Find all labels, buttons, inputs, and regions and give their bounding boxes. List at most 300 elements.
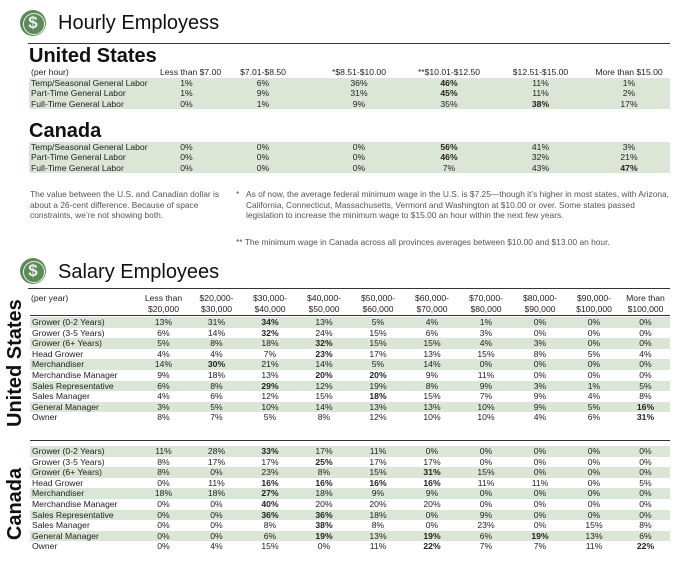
table-cell: 0% [160, 152, 213, 162]
row-label: Owner [32, 412, 58, 423]
table-cell: 9% [533, 391, 547, 402]
salary-column-header-line: $30,000- [253, 293, 287, 303]
salary-column-header-line: $40,000- [307, 293, 341, 303]
table-cell: 0% [567, 359, 621, 370]
table-cell: 0% [587, 327, 601, 338]
table-cell: 17% [207, 456, 226, 467]
salary-column-header-line: $100,000 [627, 303, 664, 314]
table-cell: 16% [315, 477, 333, 488]
table-cell: 14% [137, 359, 190, 370]
hourly-column-header: **$10.01-$12.50 [417, 67, 481, 77]
table-cell: 0% [513, 359, 567, 370]
salary-column-header-line: $90,000- [577, 293, 611, 303]
table-cell: 3% [588, 142, 670, 152]
salary-column-header-line: $60,000 [362, 303, 394, 314]
hourly-column-header: More than $15.00 [595, 67, 663, 77]
table-cell: 18% [297, 488, 351, 499]
table-cell: 31% [636, 412, 655, 423]
hourly-column-header: $12.51-$15.00 [512, 67, 569, 77]
table-cell: 0% [425, 520, 439, 531]
dollar-symbol: $ [28, 13, 38, 32]
table-cell: 11% [351, 446, 405, 457]
row-label: Sales Representative [30, 381, 137, 392]
row-label: Merchandiser [30, 359, 137, 370]
table-cell: 0% [459, 488, 513, 499]
table-cell: 31% [313, 88, 405, 98]
table-cell: 18% [207, 369, 226, 380]
table-cell: 8% [371, 520, 385, 531]
table-cell: 19% [297, 531, 351, 542]
table-cell: 36% [297, 510, 351, 521]
table-cell: 0% [157, 541, 170, 552]
salary-column-header-line: $20,000 [147, 303, 180, 314]
salary-column-header-line: $30,000 [200, 303, 233, 314]
salary-column-header-line: Less than [144, 293, 183, 303]
table-cell: 16% [261, 477, 279, 488]
table-cell: 40% [261, 498, 279, 509]
table-cell: 1% [567, 381, 621, 392]
table-cell: 8% [297, 467, 351, 478]
row-label: Grower (3-5 Years) [32, 456, 105, 467]
table-cell: 25% [315, 456, 333, 467]
table-cell: 0% [587, 498, 601, 509]
table-row [29, 152, 670, 162]
table-cell: 11% [208, 477, 225, 488]
table-cell: 0% [639, 327, 652, 338]
table-cell: 19% [513, 531, 567, 542]
table-cell: 0% [533, 327, 547, 338]
table-cell: 19% [351, 381, 405, 392]
table-cell: 3% [513, 338, 567, 349]
table-cell: 6% [425, 327, 439, 338]
table-cell: 22% [636, 541, 655, 552]
table-cell: 11% [477, 477, 495, 488]
table-row [30, 412, 670, 423]
salary-us-table [30, 317, 670, 423]
table-cell: 11% [369, 541, 387, 552]
hourly-section-title: Hourly Employess [58, 12, 220, 34]
table-cell: 27% [243, 488, 297, 499]
table-cell: 22% [423, 541, 441, 552]
salary-column-header-line: $80,000- [523, 293, 557, 303]
row-label: Merchandiser [30, 488, 137, 499]
salary-column-header [513, 293, 567, 314]
table-cell: 0% [567, 446, 621, 457]
table-cell: 10% [477, 412, 495, 423]
table-cell: 0% [621, 488, 670, 499]
table-cell: 13% [137, 317, 190, 328]
row-label: Part-Time General Labor [29, 88, 160, 98]
table-cell: 10% [423, 412, 441, 423]
table-cell: 17% [261, 456, 279, 467]
table-cell: 1% [588, 78, 670, 88]
table-row [30, 349, 670, 360]
table-row [30, 467, 670, 478]
table-cell: 34% [243, 317, 297, 328]
currency-note: The value between the U.S. and Canadian dollar is about a 26-cent difference. Because of space constraints, we’re not showing both. [30, 189, 220, 221]
table-cell: 19% [405, 531, 459, 542]
salary-section-title: Salary Employees [58, 261, 220, 283]
salary-column-header-line: More than [626, 293, 665, 303]
table-row [30, 457, 670, 468]
table-cell: 16% [423, 477, 441, 488]
table-cell: 12% [261, 391, 279, 402]
table-row [30, 499, 670, 510]
table-cell: 0% [639, 498, 652, 509]
table-cell: 17% [297, 446, 351, 457]
table-cell: 23% [243, 467, 297, 478]
table-cell: 1% [213, 99, 313, 109]
table-cell: 13% [297, 317, 351, 328]
table-cell: 0% [317, 541, 331, 552]
salary-column-header-line: $100,000 [576, 303, 612, 314]
table-row [30, 510, 670, 521]
table-cell: 0% [479, 456, 493, 467]
table-row [29, 142, 670, 152]
table-cell: 15% [351, 467, 405, 478]
row-label: Head Grower [32, 348, 84, 359]
table-cell: 0% [313, 163, 405, 173]
table-cell: 18% [351, 510, 405, 521]
salary-column-header [459, 293, 513, 314]
salary-column-header-line: $70,000- [469, 293, 503, 303]
salary-column-header [567, 293, 621, 314]
table-cell: 6% [459, 531, 513, 542]
salary-column-header-line: $80,000 [470, 303, 502, 314]
table-cell: 0% [621, 510, 670, 521]
row-label: Full-Time General Labor [29, 163, 160, 173]
table-cell: 7% [263, 348, 277, 359]
table-cell: 5% [621, 381, 670, 392]
table-cell: 0% [157, 477, 170, 488]
table-cell: 0% [639, 456, 652, 467]
table-cell: 0% [621, 467, 670, 478]
hourly-us-table [29, 67, 670, 109]
row-label: Grower (3-5 Years) [32, 327, 105, 338]
row-label: Full-Time General Labor [29, 99, 160, 109]
table-cell: 12% [369, 412, 387, 423]
table-cell: 0% [213, 142, 313, 152]
table-row [30, 391, 670, 402]
table-cell: 15% [477, 348, 495, 359]
table-cell: 6% [621, 531, 670, 542]
table-cell: 29% [243, 381, 297, 392]
table-cell: 14% [405, 359, 459, 370]
table-cell: 10% [459, 402, 513, 413]
table-cell: 9% [513, 402, 567, 413]
table-cell: 11% [137, 446, 190, 457]
table-cell: 45% [405, 88, 493, 98]
table-cell: 0% [513, 446, 567, 457]
table-cell: 5% [587, 348, 601, 359]
hourly-column-header: Less than $7.00 [160, 67, 222, 77]
row-label: Sales Manager [32, 520, 90, 531]
table-cell: 0% [621, 446, 670, 457]
table-cell: 11% [531, 477, 549, 488]
table-cell: 28% [190, 446, 243, 457]
footnote-marker: ** [236, 237, 243, 247]
table-cell: 3% [513, 381, 567, 392]
table-cell: 4% [639, 348, 652, 359]
table-cell: 0% [137, 531, 190, 542]
table-cell: 6% [243, 531, 297, 542]
table-cell: 10% [243, 402, 297, 413]
table-cell: 0% [160, 163, 213, 173]
table-cell: 0% [213, 152, 313, 162]
table-cell: 7% [479, 541, 493, 552]
row-label: Merchandise Manager [32, 498, 118, 509]
table-cell: 0% [513, 467, 567, 478]
table-cell: 15% [585, 520, 603, 531]
salary-title-rule [28, 288, 670, 289]
table-cell: 4% [157, 348, 170, 359]
salary-column-header [351, 293, 405, 314]
salary-column-header-line: $70,000 [416, 303, 448, 314]
salary-column-header-line: $40,000 [254, 303, 286, 314]
table-cell: 18% [243, 338, 297, 349]
table-row [30, 446, 670, 457]
table-cell: 0% [210, 498, 223, 509]
hourly-title-rule [28, 43, 670, 44]
table-cell: 0% [137, 510, 190, 521]
table-cell: 0% [213, 163, 313, 173]
table-cell: 0% [157, 520, 170, 531]
table-cell: 13% [567, 531, 621, 542]
table-cell: 47% [588, 163, 670, 173]
salary-canada-heading: Canada [4, 467, 26, 541]
table-cell: 0% [533, 498, 547, 509]
table-cell: 15% [405, 338, 459, 349]
table-cell: 0% [479, 498, 493, 509]
salary-column-header-line: $90,000 [524, 303, 556, 314]
table-cell: 0% [621, 359, 670, 370]
row-label: Merchandise Manager [32, 369, 118, 380]
table-cell: 11% [477, 369, 495, 380]
table-row [30, 402, 670, 413]
hourly-column-header: $7.01-$8.50 [240, 67, 286, 77]
canada-minimum-wage-footnote-text: The minimum wage in Canada across all provinces averages between $10.00 and $13.00 an hour. [244, 237, 610, 247]
table-cell: 5% [351, 359, 405, 370]
table-row [29, 88, 670, 98]
row-label: Sales Manager [32, 391, 90, 402]
table-cell: 0% [621, 317, 670, 328]
table-cell: 4% [533, 412, 547, 423]
table-cell: 6% [137, 381, 190, 392]
table-cell: 0% [587, 477, 601, 488]
hourly-column-header: *$8.51-$10.00 [332, 67, 386, 77]
table-cell: 5% [263, 412, 277, 423]
table-cell: 13% [351, 531, 405, 542]
table-cell: 9% [313, 99, 405, 109]
table-row [30, 488, 670, 499]
dollar-coin-icon [20, 10, 46, 36]
table-cell: 36% [243, 510, 297, 521]
table-cell: 18% [137, 488, 190, 499]
table-cell: 31% [405, 467, 459, 478]
row-label: Temp/Seasonal General Labor [29, 142, 160, 152]
table-cell: 33% [243, 446, 297, 457]
table-cell: 20% [369, 498, 387, 509]
table-cell: 0% [160, 142, 213, 152]
table-cell: 15% [351, 338, 405, 349]
table-cell: 7% [405, 163, 493, 173]
hourly-us-heading: United States [29, 45, 157, 67]
table-cell: 13% [261, 369, 279, 380]
table-cell: 9% [459, 381, 513, 392]
table-cell: 7% [533, 541, 547, 552]
row-label: General Manager [30, 402, 137, 413]
table-row [30, 541, 670, 552]
table-cell: 5% [137, 338, 190, 349]
table-cell: 15% [315, 391, 333, 402]
table-cell: 9% [157, 369, 170, 380]
table-cell: 15% [423, 391, 441, 402]
dollar-coin-icon [20, 258, 46, 284]
hourly-canada-heading: Canada [29, 120, 102, 142]
table-cell: 8% [533, 348, 547, 359]
table-cell: 14% [207, 327, 226, 338]
table-cell: 14% [297, 402, 351, 413]
row-label: Sales Representative [30, 510, 137, 521]
table-cell: 0% [513, 488, 567, 499]
table-cell: 4% [405, 317, 459, 328]
table-cell: 7% [210, 412, 223, 423]
table-cell: 0% [621, 338, 670, 349]
table-cell: 17% [588, 99, 670, 109]
table-cell: 31% [190, 317, 243, 328]
table-cell: 0% [405, 510, 459, 521]
row-label: Grower (6+ Years) [30, 338, 137, 349]
table-cell: 12% [297, 381, 351, 392]
salary-column-header-line: $60,000- [415, 293, 449, 303]
table-cell: 0% [567, 510, 621, 521]
table-cell: 0% [405, 446, 459, 457]
table-cell: 8% [157, 412, 170, 423]
salary-canada-table [30, 446, 670, 552]
table-cell: 32% [297, 338, 351, 349]
table-cell: 0% [157, 498, 170, 509]
table-cell: 0% [190, 510, 243, 521]
salary-us-heading: United States [4, 299, 26, 427]
hourly-unit-label: (per hour) [31, 67, 69, 77]
table-cell: 11% [493, 78, 588, 88]
table-cell: 6% [587, 412, 601, 423]
us-minimum-wage-footnote [236, 189, 674, 221]
table-cell: 9% [425, 369, 439, 380]
table-cell: 15% [459, 467, 513, 478]
table-cell: 5% [567, 402, 621, 413]
table-cell: 7% [479, 391, 493, 402]
canada-minimum-wage-footnote [236, 237, 674, 248]
table-cell: 0% [639, 369, 652, 380]
table-cell: 0% [459, 359, 513, 370]
table-row [30, 520, 670, 531]
table-cell: 38% [315, 520, 333, 531]
table-cell: 1% [160, 88, 213, 98]
table-cell: 1% [160, 78, 213, 88]
us-minimum-wage-footnote-text: As of now, the average federal minimum wage in the U.S. is $7.25—though it’s higher in most states, with Arizona, California, Connecticut, Massachusetts, Vermont and Washington at $10.00 or over. Some states passed legislation to increase the minimum wage to $15.00 an hour within the next few years. [246, 189, 670, 221]
table-cell: 0% [567, 467, 621, 478]
table-cell: 4% [157, 391, 170, 402]
salary-column-header-line: $50,000 [308, 303, 340, 314]
table-cell: 43% [493, 163, 588, 173]
table-cell: 8% [157, 456, 170, 467]
salary-column-header [243, 293, 297, 314]
table-cell: 11% [493, 88, 588, 98]
table-cell: 3% [137, 402, 190, 413]
salary-column-header-line: $20,000- [199, 293, 234, 303]
salary-column-header [621, 293, 670, 314]
table-cell: 8% [317, 412, 331, 423]
table-row [30, 381, 670, 392]
table-row [30, 478, 670, 489]
salary-header-rule [30, 315, 670, 316]
table-cell: 8% [137, 467, 190, 478]
table-cell: 6% [157, 327, 170, 338]
table-cell: 0% [459, 446, 513, 457]
table-row [30, 328, 670, 339]
table-cell: 24% [315, 327, 333, 338]
row-label: Temp/Seasonal General Labor [29, 78, 160, 88]
table-cell: 16% [369, 477, 387, 488]
table-cell: 0% [587, 456, 601, 467]
table-cell: 16% [621, 402, 670, 413]
row-label: Grower (0-2 Years) [30, 446, 137, 457]
table-cell: 0% [567, 338, 621, 349]
table-cell: 0% [313, 152, 405, 162]
table-cell: 17% [369, 456, 387, 467]
table-cell: 8% [405, 381, 459, 392]
salary-column-header [297, 293, 351, 314]
hourly-canada-table [29, 142, 670, 173]
table-cell: 18% [190, 488, 243, 499]
table-cell: 35% [405, 99, 493, 109]
table-cell: 32% [261, 327, 279, 338]
table-cell: 1% [459, 317, 513, 328]
table-cell: 46% [405, 152, 493, 162]
row-label: Head Grower [32, 477, 84, 488]
table-cell: 11% [585, 541, 603, 552]
table-cell: 5% [351, 317, 405, 328]
table-cell: 0% [533, 369, 547, 380]
table-cell: 21% [588, 152, 670, 162]
salary-column-header [137, 293, 190, 314]
table-row [30, 338, 670, 349]
footnote-marker: * [236, 189, 240, 199]
table-cell: 8% [190, 338, 243, 349]
table-cell: 0% [513, 510, 567, 521]
table-row [30, 317, 670, 328]
table-cell: 3% [479, 327, 493, 338]
table-cell: 17% [369, 348, 387, 359]
table-cell: 0% [513, 317, 567, 328]
table-row [29, 163, 670, 173]
table-cell: 4% [587, 391, 601, 402]
table-cell: 21% [243, 359, 297, 370]
row-label: General Manager [30, 531, 137, 542]
table-cell: 46% [405, 78, 493, 88]
table-cell: 23% [477, 520, 495, 531]
table-cell: 2% [588, 88, 670, 98]
table-cell: 0% [313, 142, 405, 152]
table-cell: 0% [533, 520, 547, 531]
table-cell: 6% [213, 78, 313, 88]
table-cell: 15% [369, 327, 387, 338]
table-cell: 13% [423, 348, 441, 359]
table-cell: 9% [213, 88, 313, 98]
salary-column-header-line: $50,000- [361, 293, 395, 303]
table-cell: 56% [405, 142, 493, 152]
